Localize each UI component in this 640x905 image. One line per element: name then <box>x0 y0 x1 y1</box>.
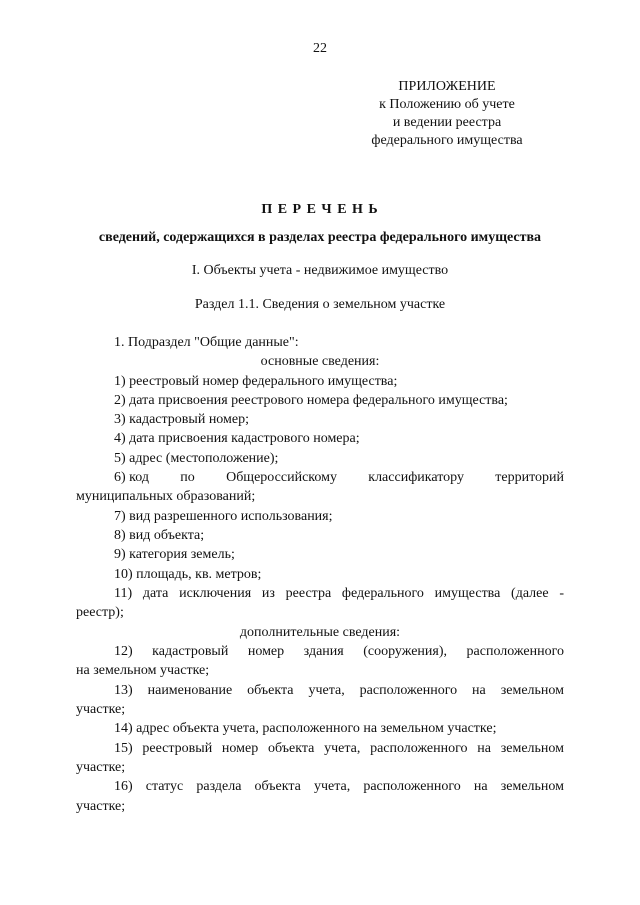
list-item-continuation: участке; <box>76 799 126 814</box>
list-item-word: территорий <box>495 470 564 485</box>
appendix-title: ПРИЛОЖЕНИЕ <box>398 79 496 94</box>
document-title: П Е Р Е Ч Е Н Ь <box>261 202 379 217</box>
appendix-line: к Положению об учете <box>379 97 515 112</box>
section-heading: I. Объекты учета - недвижимое имущество <box>191 263 449 278</box>
list-item-word: по <box>180 470 195 485</box>
list-item: 13) наименование объекта учета, расположенного на земельном <box>114 683 564 698</box>
list-item: 16) статус раздела объекта учета, расположенного на земельном <box>114 779 564 794</box>
list-item: 15) реестровый номер объекта учета, расположенного на земельном <box>114 741 564 756</box>
document-subtitle: сведений, содержащихся в разделах реестра федерального имущества <box>98 230 542 245</box>
basic-label: основные сведения: <box>260 354 380 369</box>
list-item: 11) дата исключения из реестра федерального имущества (далее - <box>114 586 564 601</box>
appendix-line: и ведении реестра <box>392 115 502 130</box>
list-item-continuation: реестр); <box>76 605 124 620</box>
list-item-word: 6) код <box>114 470 149 485</box>
list-item-continuation: участке; <box>76 702 126 717</box>
list-item: 3) кадастровый номер; <box>114 412 250 427</box>
list-item-continuation: муниципальных образований; <box>76 489 256 504</box>
list-item: 2) дата присвоения реестрового номера федерального имущества; <box>114 393 508 408</box>
additional-label: дополнительные сведения: <box>239 625 401 640</box>
appendix-block <box>360 78 534 150</box>
appendix-line: федерального имущества <box>371 133 523 148</box>
list-item: 4) дата присвоения кадастрового номера; <box>114 431 360 446</box>
list-item: 9) категория земель; <box>114 547 235 562</box>
list-item: 12) кадастровый номер здания (сооружения), расположенного <box>114 644 564 659</box>
list-item: 5) адрес (местоположение); <box>114 451 279 466</box>
list-item: 10) площадь, кв. метров; <box>114 567 262 582</box>
list-item-word: Общероссийскому <box>226 470 337 485</box>
list-item-continuation: участке; <box>76 760 126 775</box>
list-item: 8) вид объекта; <box>114 528 205 543</box>
list-item: 7) вид разрешенного использования; <box>114 509 333 524</box>
list-item: 1) реестровый номер федерального имущества; <box>114 374 398 389</box>
list-item <box>114 469 564 487</box>
list-item-word: классификатору <box>368 470 464 485</box>
subsection-heading: Раздел 1.1. Сведения о земельном участке <box>194 297 446 312</box>
subdivision-heading: 1. Подраздел "Общие данные": <box>114 335 299 350</box>
list-item: 14) адрес объекта учета, расположенного на земельном участке; <box>114 721 497 736</box>
page-number: 22 <box>313 41 327 56</box>
list-item-continuation: на земельном участке; <box>76 663 210 678</box>
